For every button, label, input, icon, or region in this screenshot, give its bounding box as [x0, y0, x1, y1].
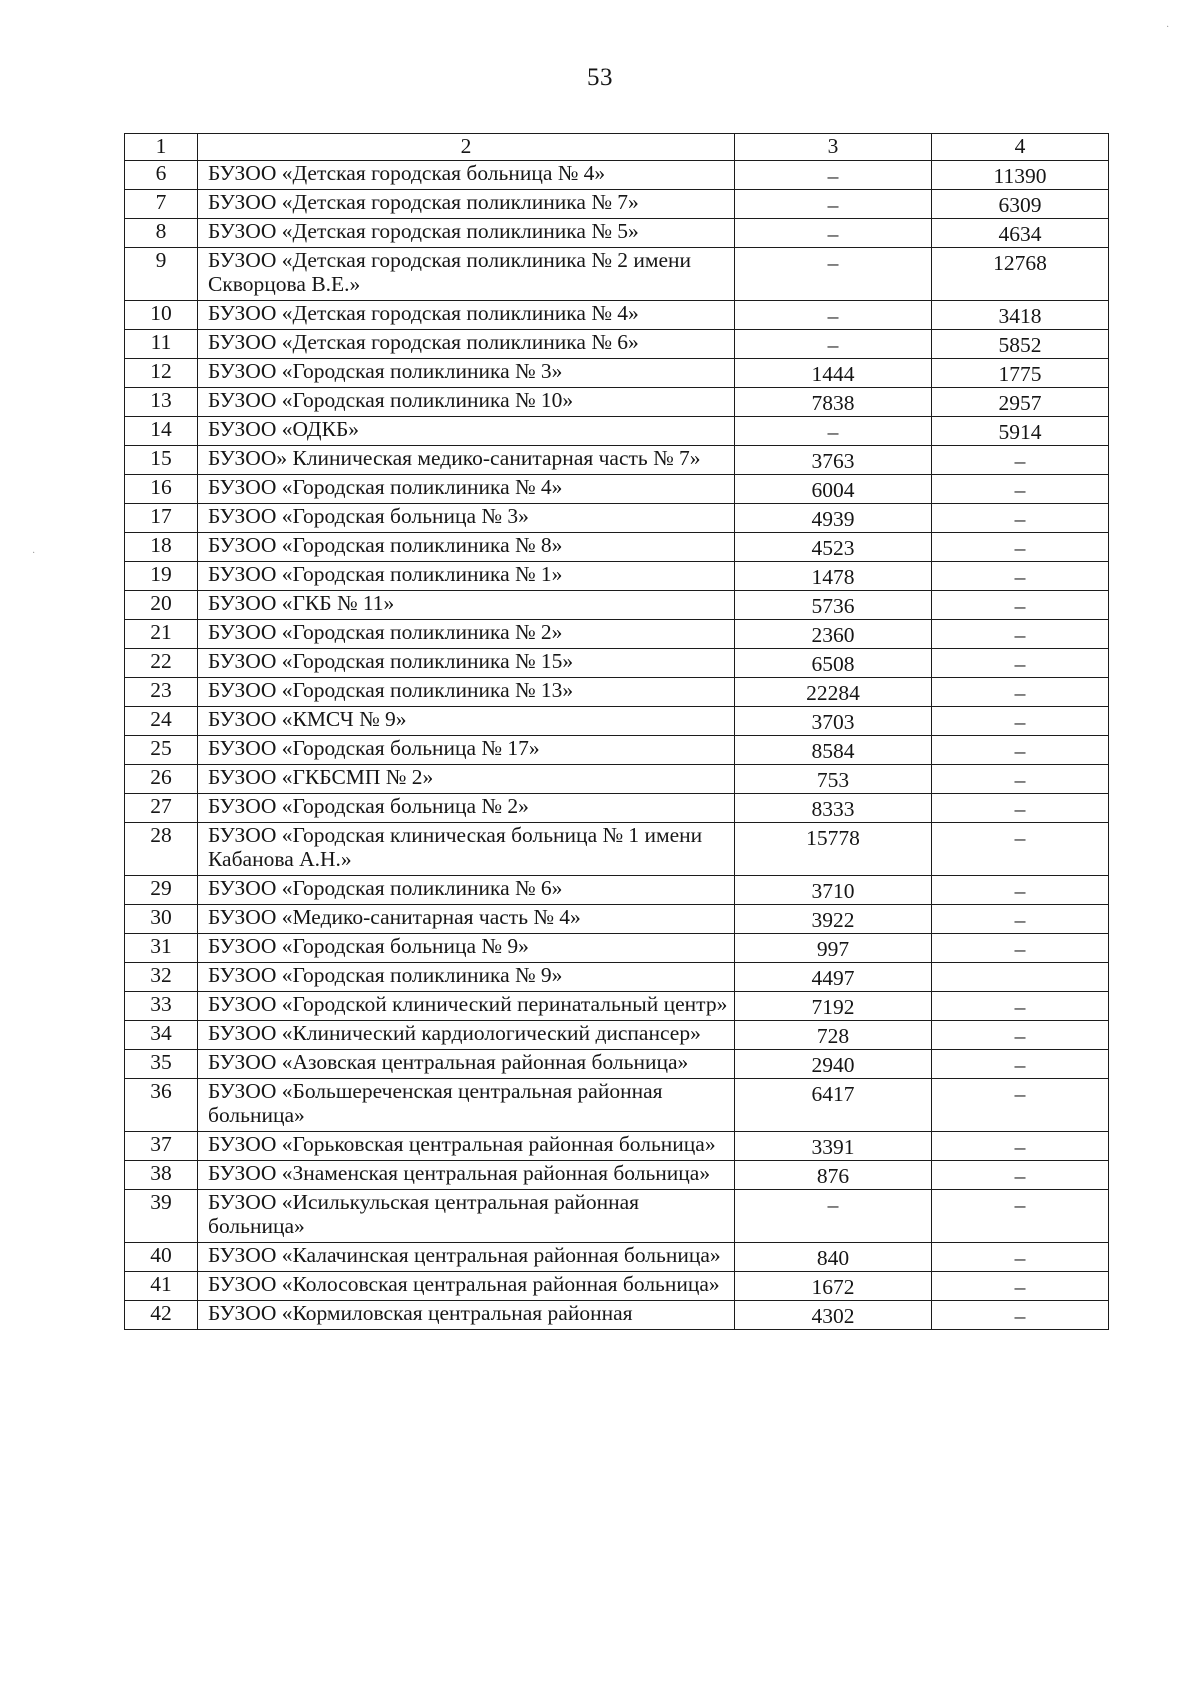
- institution-name: БУЗОО «Городская больница № 9»: [198, 934, 735, 963]
- institution-name: БУЗОО «Большереченская центральная районная больница»: [198, 1079, 735, 1132]
- value-col-4: [932, 963, 1109, 992]
- table-row: [125, 1050, 1109, 1079]
- row-number: 41: [125, 1272, 198, 1301]
- data-table: [124, 133, 1109, 1330]
- value-col-4: –: [932, 1050, 1109, 1079]
- value-col-3: –: [735, 1190, 932, 1243]
- institution-name: БУЗОО «Медико-санитарная часть № 4»: [198, 905, 735, 934]
- table-row: [125, 794, 1109, 823]
- value-col-3: 8584: [735, 736, 932, 765]
- row-number: 13: [125, 388, 198, 417]
- institution-name: БУЗОО «ГКБСМП № 2»: [198, 765, 735, 794]
- table-row: [125, 1161, 1109, 1190]
- value-col-4: 1775: [932, 359, 1109, 388]
- table-row: [125, 446, 1109, 475]
- row-number: 22: [125, 649, 198, 678]
- row-number: 6: [125, 161, 198, 190]
- value-col-3: –: [735, 190, 932, 219]
- data-table-container: [124, 133, 1108, 1330]
- value-col-3: 6417: [735, 1079, 932, 1132]
- value-col-4: –: [932, 591, 1109, 620]
- institution-name: БУЗОО «Городская поликлиника № 4»: [198, 475, 735, 504]
- value-col-4: 3418: [932, 301, 1109, 330]
- value-col-3: –: [735, 219, 932, 248]
- value-col-4: –: [932, 678, 1109, 707]
- institution-name: БУЗОО «Городская поликлиника № 3»: [198, 359, 735, 388]
- table-row: [125, 678, 1109, 707]
- institution-name: БУЗОО «Исилькульская центральная районная больница»: [198, 1190, 735, 1243]
- value-col-3: 3763: [735, 446, 932, 475]
- header-col-3: 3: [735, 134, 932, 161]
- institution-name: БУЗОО «Городская поликлиника № 10»: [198, 388, 735, 417]
- table-row: [125, 417, 1109, 446]
- row-number: 19: [125, 562, 198, 591]
- institution-name: БУЗОО «Знаменская центральная районная больница»: [198, 1161, 735, 1190]
- row-number: 7: [125, 190, 198, 219]
- value-col-3: 840: [735, 1243, 932, 1272]
- value-col-4: 2957: [932, 388, 1109, 417]
- value-col-4: –: [932, 823, 1109, 876]
- value-col-3: 753: [735, 765, 932, 794]
- value-col-4: 5852: [932, 330, 1109, 359]
- table-row: [125, 301, 1109, 330]
- value-col-4: –: [932, 504, 1109, 533]
- institution-name: БУЗОО «Колосовская центральная районная больница»: [198, 1272, 735, 1301]
- value-col-4: –: [932, 905, 1109, 934]
- value-col-3: 4939: [735, 504, 932, 533]
- value-col-3: –: [735, 417, 932, 446]
- value-col-4: –: [932, 446, 1109, 475]
- table-row: [125, 533, 1109, 562]
- value-col-3: 4302: [735, 1301, 932, 1330]
- row-number: 42: [125, 1301, 198, 1330]
- row-number: 35: [125, 1050, 198, 1079]
- value-col-3: 22284: [735, 678, 932, 707]
- value-col-4: –: [932, 1132, 1109, 1161]
- row-number: 28: [125, 823, 198, 876]
- row-number: 30: [125, 905, 198, 934]
- value-col-4: –: [932, 1079, 1109, 1132]
- table-body: [125, 161, 1109, 1330]
- row-number: 14: [125, 417, 198, 446]
- institution-name: БУЗОО «Городская клиническая больница № 1 имени Кабанова А.Н.»: [198, 823, 735, 876]
- table-row: [125, 190, 1109, 219]
- institution-name: БУЗОО «Детская городская поликлиника № 6»: [198, 330, 735, 359]
- value-col-3: –: [735, 330, 932, 359]
- institution-name: БУЗОО «Городская больница № 2»: [198, 794, 735, 823]
- value-col-3: 876: [735, 1161, 932, 1190]
- value-col-3: –: [735, 248, 932, 301]
- value-col-4: 6309: [932, 190, 1109, 219]
- value-col-4: –: [932, 1161, 1109, 1190]
- value-col-4: 5914: [932, 417, 1109, 446]
- table-row: [125, 1243, 1109, 1272]
- institution-name: БУЗОО «КМСЧ № 9»: [198, 707, 735, 736]
- row-number: 23: [125, 678, 198, 707]
- value-col-3: 8333: [735, 794, 932, 823]
- table-row: [125, 1272, 1109, 1301]
- value-col-3: 2940: [735, 1050, 932, 1079]
- value-col-4: –: [932, 620, 1109, 649]
- value-col-3: 7192: [735, 992, 932, 1021]
- table-header-row: [125, 134, 1109, 161]
- table-row: [125, 905, 1109, 934]
- value-col-4: –: [932, 794, 1109, 823]
- scan-speck: ·: [32, 548, 36, 559]
- value-col-3: 7838: [735, 388, 932, 417]
- table-row: [125, 1021, 1109, 1050]
- table-row: [125, 161, 1109, 190]
- institution-name: БУЗОО «Калачинская центральная районная больница»: [198, 1243, 735, 1272]
- row-number: 15: [125, 446, 198, 475]
- value-col-3: 3391: [735, 1132, 932, 1161]
- value-col-4: –: [932, 475, 1109, 504]
- institution-name: БУЗОО «Городская больница № 3»: [198, 504, 735, 533]
- row-number: 26: [125, 765, 198, 794]
- value-col-4: –: [932, 1301, 1109, 1330]
- row-number: 20: [125, 591, 198, 620]
- row-number: 12: [125, 359, 198, 388]
- value-col-3: 6508: [735, 649, 932, 678]
- row-number: 31: [125, 934, 198, 963]
- value-col-4: –: [932, 649, 1109, 678]
- table-row: [125, 876, 1109, 905]
- value-col-4: –: [932, 533, 1109, 562]
- institution-name: БУЗОО» Клиническая медико-санитарная часть № 7»: [198, 446, 735, 475]
- value-col-3: 4523: [735, 533, 932, 562]
- value-col-3: 6004: [735, 475, 932, 504]
- row-number: 11: [125, 330, 198, 359]
- table-row: [125, 591, 1109, 620]
- value-col-4: –: [932, 765, 1109, 794]
- row-number: 40: [125, 1243, 198, 1272]
- institution-name: БУЗОО «Детская городская поликлиника № 5»: [198, 219, 735, 248]
- row-number: 38: [125, 1161, 198, 1190]
- institution-name: БУЗОО «Городская поликлиника № 1»: [198, 562, 735, 591]
- table-row: [125, 736, 1109, 765]
- value-col-3: 1444: [735, 359, 932, 388]
- value-col-3: 5736: [735, 591, 932, 620]
- value-col-4: –: [932, 934, 1109, 963]
- table-row: [125, 359, 1109, 388]
- table-row: [125, 765, 1109, 794]
- row-number: 34: [125, 1021, 198, 1050]
- institution-name: БУЗОО «Городская поликлиника № 13»: [198, 678, 735, 707]
- table-row: [125, 248, 1109, 301]
- table-row: [125, 707, 1109, 736]
- institution-name: БУЗОО «Детская городская поликлиника № 7»: [198, 190, 735, 219]
- scan-speck: ·: [1166, 22, 1170, 33]
- value-col-4: –: [932, 1190, 1109, 1243]
- institution-name: БУЗОО «ОДКБ»: [198, 417, 735, 446]
- institution-name: БУЗОО «Городская поликлиника № 15»: [198, 649, 735, 678]
- row-number: 10: [125, 301, 198, 330]
- row-number: 29: [125, 876, 198, 905]
- table-row: [125, 219, 1109, 248]
- row-number: 9: [125, 248, 198, 301]
- value-col-3: –: [735, 301, 932, 330]
- header-col-2: 2: [198, 134, 735, 161]
- table-row: [125, 388, 1109, 417]
- institution-name: БУЗОО «Горьковская центральная районная больница»: [198, 1132, 735, 1161]
- institution-name: БУЗОО «Городская поликлиника № 2»: [198, 620, 735, 649]
- row-number: 32: [125, 963, 198, 992]
- row-number: 33: [125, 992, 198, 1021]
- value-col-4: –: [932, 1272, 1109, 1301]
- table-row: [125, 504, 1109, 533]
- value-col-3: 3710: [735, 876, 932, 905]
- row-number: 17: [125, 504, 198, 533]
- value-col-4: 11390: [932, 161, 1109, 190]
- institution-name: БУЗОО «Кормиловская центральная районная: [198, 1301, 735, 1330]
- table-row: [125, 823, 1109, 876]
- value-col-3: 15778: [735, 823, 932, 876]
- value-col-3: 1478: [735, 562, 932, 591]
- value-col-4: –: [932, 707, 1109, 736]
- value-col-4: –: [932, 736, 1109, 765]
- institution-name: БУЗОО «ГКБ № 11»: [198, 591, 735, 620]
- institution-name: БУЗОО «Городская больница № 17»: [198, 736, 735, 765]
- institution-name: БУЗОО «Детская городская поликлиника № 4»: [198, 301, 735, 330]
- table-row: [125, 330, 1109, 359]
- institution-name: БУЗОО «Клинический кардиологический диспансер»: [198, 1021, 735, 1050]
- table-row: [125, 475, 1109, 504]
- value-col-3: 728: [735, 1021, 932, 1050]
- row-number: 27: [125, 794, 198, 823]
- page-number: 53: [587, 64, 613, 91]
- row-number: 25: [125, 736, 198, 765]
- row-number: 16: [125, 475, 198, 504]
- institution-name: БУЗОО «Городская поликлиника № 9»: [198, 963, 735, 992]
- value-col-3: 2360: [735, 620, 932, 649]
- value-col-4: 4634: [932, 219, 1109, 248]
- table-row: [125, 963, 1109, 992]
- row-number: 37: [125, 1132, 198, 1161]
- value-col-4: –: [932, 562, 1109, 591]
- value-col-4: –: [932, 1243, 1109, 1272]
- institution-name: БУЗОО «Азовская центральная районная больница»: [198, 1050, 735, 1079]
- row-number: 8: [125, 219, 198, 248]
- row-number: 24: [125, 707, 198, 736]
- institution-name: БУЗОО «Детская городская больница № 4»: [198, 161, 735, 190]
- value-col-4: –: [932, 1021, 1109, 1050]
- value-col-3: 3922: [735, 905, 932, 934]
- table-row: [125, 620, 1109, 649]
- value-col-4: 12768: [932, 248, 1109, 301]
- row-number: 21: [125, 620, 198, 649]
- institution-name: БУЗОО «Городской клинический перинатальный центр»: [198, 992, 735, 1021]
- value-col-3: 1672: [735, 1272, 932, 1301]
- value-col-3: 997: [735, 934, 932, 963]
- table-row: [125, 562, 1109, 591]
- row-number: 18: [125, 533, 198, 562]
- value-col-4: –: [932, 992, 1109, 1021]
- row-number: 36: [125, 1079, 198, 1132]
- value-col-4: –: [932, 876, 1109, 905]
- table-row: [125, 1079, 1109, 1132]
- table-row: [125, 1301, 1109, 1330]
- header-col-1: 1: [125, 134, 198, 161]
- value-col-3: –: [735, 161, 932, 190]
- institution-name: БУЗОО «Детская городская поликлиника № 2 имени Скворцова В.Е.»: [198, 248, 735, 301]
- table-row: [125, 649, 1109, 678]
- institution-name: БУЗОО «Городская поликлиника № 6»: [198, 876, 735, 905]
- institution-name: БУЗОО «Городская поликлиника № 8»: [198, 533, 735, 562]
- table-row: [125, 1132, 1109, 1161]
- value-col-3: 3703: [735, 707, 932, 736]
- table-row: [125, 934, 1109, 963]
- value-col-3: 4497: [735, 963, 932, 992]
- table-row: [125, 1190, 1109, 1243]
- header-col-4: 4: [932, 134, 1109, 161]
- row-number: 39: [125, 1190, 198, 1243]
- table-row: [125, 992, 1109, 1021]
